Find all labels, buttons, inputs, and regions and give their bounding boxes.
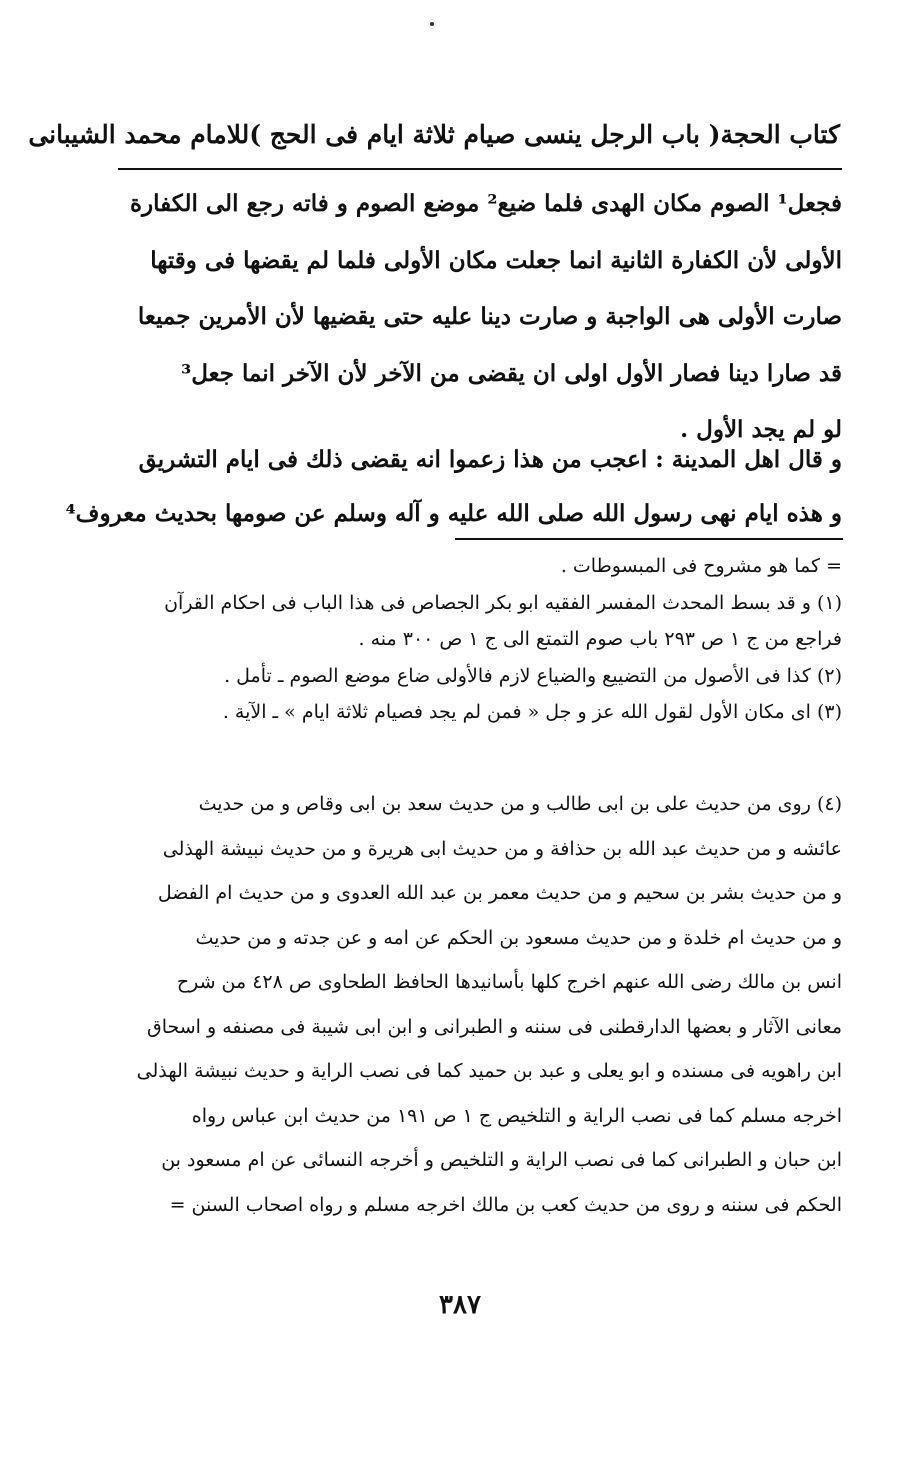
footnote-line: فراجع من ج ١ ص ٢٩٣ باب صوم التمتع الى ج ١ ص ٣٠٠ منه .	[358, 628, 842, 650]
footnote-4-line: الحكم فى سننه و روى من حديث كعب بن مالك اخرجه مسلم و رواه اصحاب السنن =	[169, 1193, 842, 1216]
footnote-4-line: (٤) روى من حديث على بن ابى طالب و من حديث سعد بن ابى وقاص و من حديث	[198, 793, 842, 815]
main-text-line: الأولى لأن الكفارة الثانية انما جعلت مكان الأولى فلما لم يقضها فى وقتها	[150, 246, 842, 274]
page-number: ٣٨٧	[439, 1290, 481, 1320]
main-text-line: صارت الأولى هى الواجبة و صارت دينا عليه حتى يقضيها لأن الأمرين جميعا	[137, 303, 842, 330]
footnote-4-line: و من حديث ام خلدة و من حديث مسعود بن الحكم عن امه و عن جدته و من حديث	[195, 926, 842, 949]
footnote-separator	[455, 538, 843, 540]
footnotes	[118, 548, 842, 731]
header-chapter-title: ( باب الرجل ينسى صيام ثلاثة ايام فى الحج )	[249, 119, 721, 149]
main-text	[118, 176, 842, 459]
main-text-line: قد صارا دينا فصار الأول اولى ان يقضى من الآخر لأن الآخر انما جعل³	[181, 359, 842, 387]
footnote-4	[118, 782, 842, 1227]
footnote-4-line: ابن راهويه فى مسنده و ابو يعلى و عبد بن حميد كما فى نصب الراية و حديث نبيشة الهذلى	[136, 1060, 842, 1082]
footnote-4-line: و من حديث بشر بن سحيم و من حديث معمر بن عبد الله العدوى و من حديث ام الفضل	[157, 882, 842, 904]
header-rule	[118, 168, 842, 170]
top-dot-mark	[430, 22, 434, 26]
footnote-4-line: ابن حبان و الطبرانى كما فى نصب الراية و التلخيص و أخرجه النسائى عن ام مسعود بن	[161, 1149, 842, 1171]
running-header	[28, 112, 840, 156]
paragraph-line: و قال اهل المدينة : اعجب من هذا زعموا انه يقضى ذلك فى ايام التشريق	[138, 446, 842, 473]
main-text-line: لو لم يجد الأول .	[680, 416, 842, 443]
footnote-line: = كما هو مشروح فى المبسوطات .	[560, 555, 842, 577]
main-text-line: فجعل¹ الصوم مكان الهدى فلما ضيع² موضع الصوم و فاته رجع الى الكفارة	[129, 190, 842, 217]
footnote-4-line: انس بن مالك رضى الله عنهم اخرج كلها بأسانيدها الحافظ الطحاوى ص ٤٢٨ من شرح	[176, 971, 842, 993]
header-book-title: كتاب الحجة	[720, 119, 840, 149]
footnote-line: (٣) اى مكان الأول لقول الله عز و جل « فمن لم يجد فصيام ثلاثة ايام » ـ الآية .	[222, 701, 842, 723]
footnote-4-line: معانى الآثار و بعضها الدارقطنى فى سننه و الطبرانى و ابن ابى شيبة فى مصنفه و اسحاق	[146, 1015, 842, 1038]
paragraph-line: و هذه ايام نهى رسول الله صلى الله عليه و آله وسلم عن صومها بحديث معروف⁴	[65, 500, 842, 527]
footnote-4-line: عائشه و من حديث عبد الله بن حذافة و من حديث ابى هريرة و من حديث نبيشة الهذلى	[162, 837, 842, 860]
header-author: للامام محمد الشيبانى	[28, 119, 250, 149]
footnote-line: (٢) كذا فى الأصول من التضييع والضياع لازم فالأولى ضاع موضع الصوم ـ تأمل .	[224, 664, 842, 687]
footnote-line: (١) و قد بسط المحدث المفسر الفقيه ابو بكر الجصاص فى هذا الباب فى احكام القرآن	[164, 591, 842, 614]
footnote-4-line: اخرجه مسلم كما فى نصب الراية و التلخيص ج ١ ص ١٩١ من حديث ابن عباس رواه	[191, 1104, 842, 1127]
second-paragraph	[65, 433, 842, 541]
